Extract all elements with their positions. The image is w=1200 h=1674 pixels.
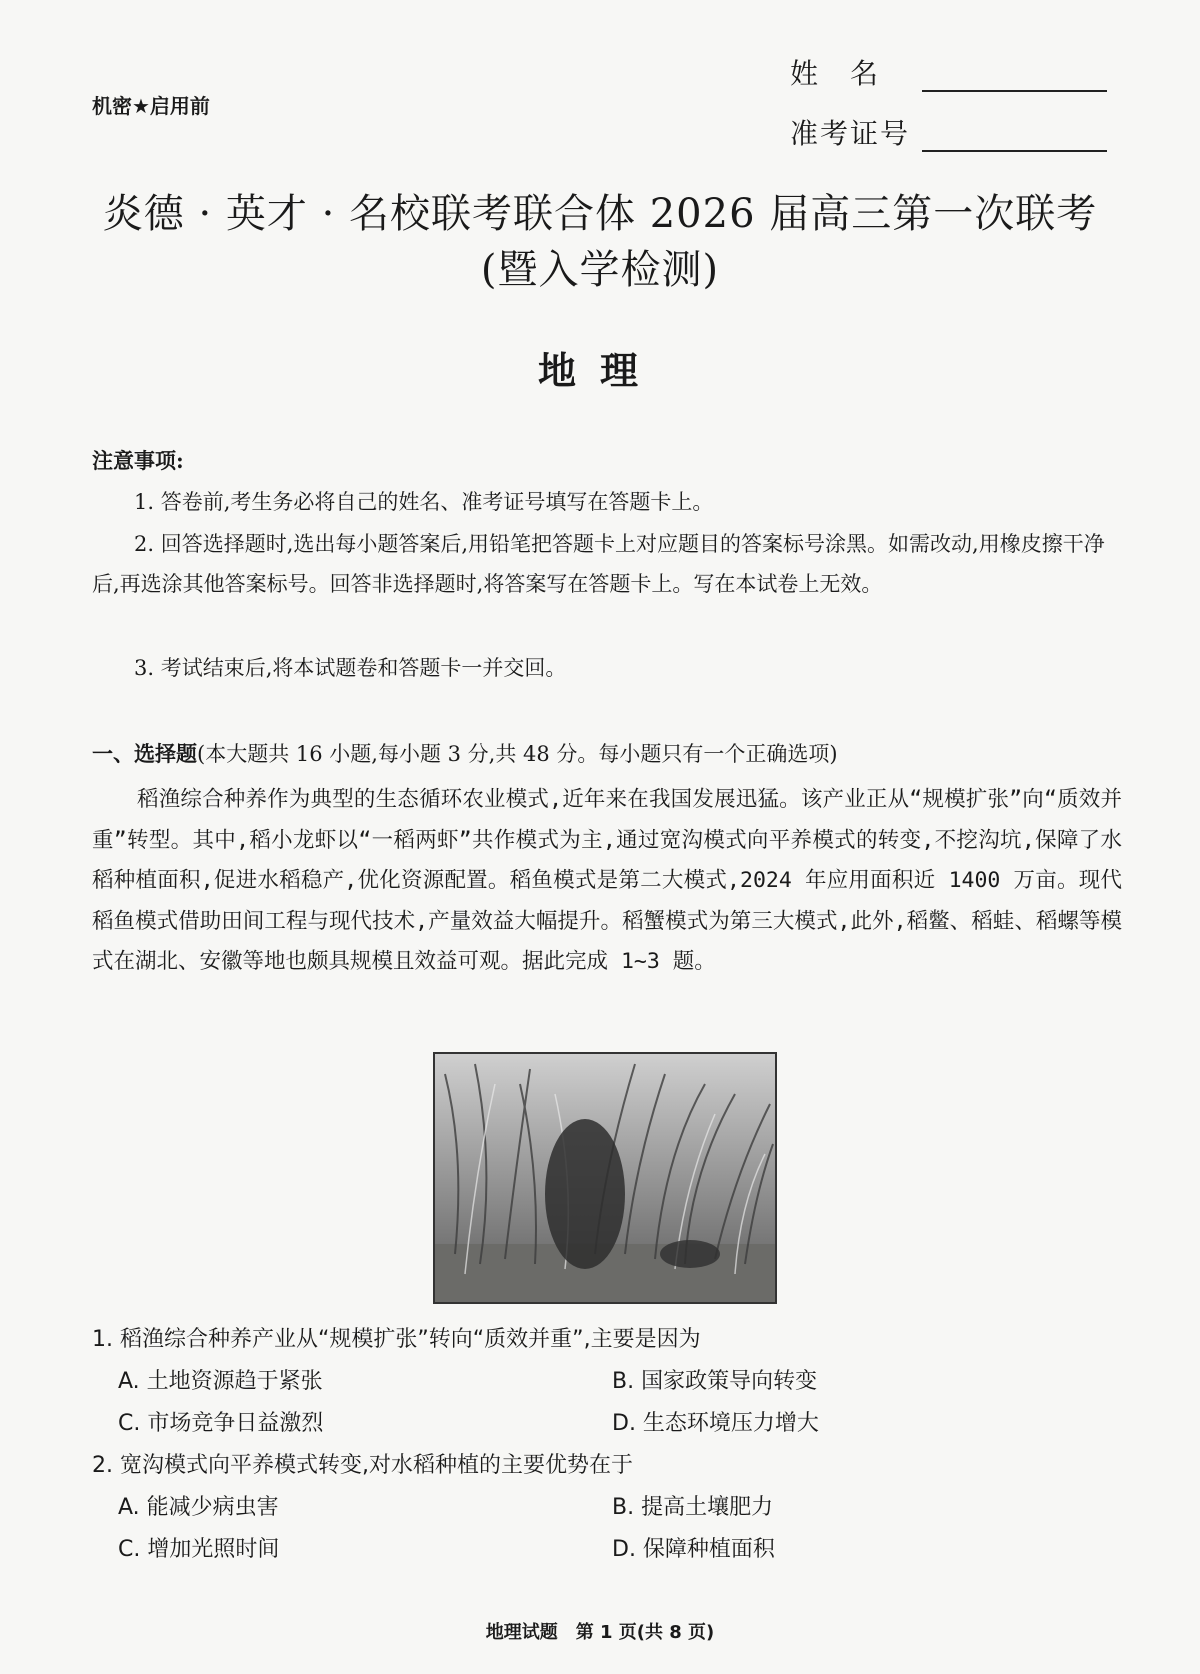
exam-id-field — [790, 112, 1107, 152]
q1-option-a[interactable]: A. 土地资源趋于紧张 — [118, 1369, 323, 1394]
q1-option-b[interactable]: B. 国家政策导向转变 — [612, 1369, 818, 1394]
exam-id-label: 准考证号 — [790, 117, 911, 150]
q2-option-c[interactable]: C. 增加光照时间 — [118, 1537, 280, 1562]
page-footer: 地理试题 第 1 页(共 8 页) — [485, 1622, 715, 1643]
confidential-label: 机密★启用前 — [92, 94, 210, 118]
q1-option-d[interactable]: D. 生态环境压力增大 — [612, 1411, 819, 1436]
exam-subtitle: (暨入学检测) — [480, 247, 720, 293]
q2-option-a[interactable]: A. 能减少病虫害 — [118, 1495, 279, 1520]
exam-title: 炎德 · 英才 · 名校联考联合体 2026 届高三第一次联考 — [102, 191, 1098, 237]
rice-field-photo — [433, 1052, 777, 1304]
section-note: (本大题共 16 小题,每小题 3 分,共 48 分。每小题只有一个正确选项) — [197, 742, 838, 766]
question-1-stem: 1. 稻渔综合种养产业从“规模扩张”转向“质效并重”,主要是因为 — [92, 1327, 701, 1352]
name-label: 姓 名 — [790, 57, 881, 90]
section-title: 一、选择题 — [92, 742, 197, 766]
q1-option-c[interactable]: C. 市场竞争日益激烈 — [118, 1411, 324, 1436]
name-field — [790, 52, 1107, 92]
notice-item-1: 1. 答卷前,考生务必将自己的姓名、准考证号填写在答题卡上。 — [134, 490, 714, 514]
notice-item-3: 3. 考试结束后,将本试题卷和答题卡一并交回。 — [134, 656, 567, 680]
name-blank-line[interactable] — [922, 60, 1107, 92]
section-heading — [92, 738, 1122, 768]
question-2-stem: 2. 宽沟模式向平养模式转变,对水稻种植的主要优势在于 — [92, 1453, 633, 1478]
q2-option-b[interactable]: B. 提高土壤肥力 — [612, 1495, 774, 1520]
notice-heading: 注意事项: — [92, 448, 184, 473]
reading-passage: 稻渔综合种养作为典型的生态循环农业模式,近年来在我国发展迅猛。该产业正从“规模扩张”向“质效并重”转型。其中,稻小龙虾以“一稻两虾”共作模式为主,通过宽沟模式向平养模式的转变,不挖沟坑,保障了水稻种植面积,促进水稻稳产,优化资源配置。稻鱼模式是第二大模式,2024 年应用面积近 1400 万亩。现代稻鱼模式借助田间工程与现代技术,产量效益大幅提升。稻蟹模式为第三大模式,此外,稻鳖、稻蛙、稻螺等模式在湖北、安徽等地也颇具规模且效益可观。据此完成 1~3 题。 — [92, 787, 1122, 974]
subject-title: 地理 — [537, 348, 662, 393]
q2-option-d[interactable]: D. 保障种植面积 — [612, 1537, 775, 1562]
exam-id-blank-line[interactable] — [922, 120, 1107, 152]
notice-item-2: 2. 回答选择题时,选出每小题答案后,用铅笔把答题卡上对应题目的答案标号涂黑。如需改动,用橡皮擦干净后,再选涂其他答案标号。回答非选择题时,将答案写在答题卡上。写在本试卷上无效。 — [92, 532, 1105, 596]
